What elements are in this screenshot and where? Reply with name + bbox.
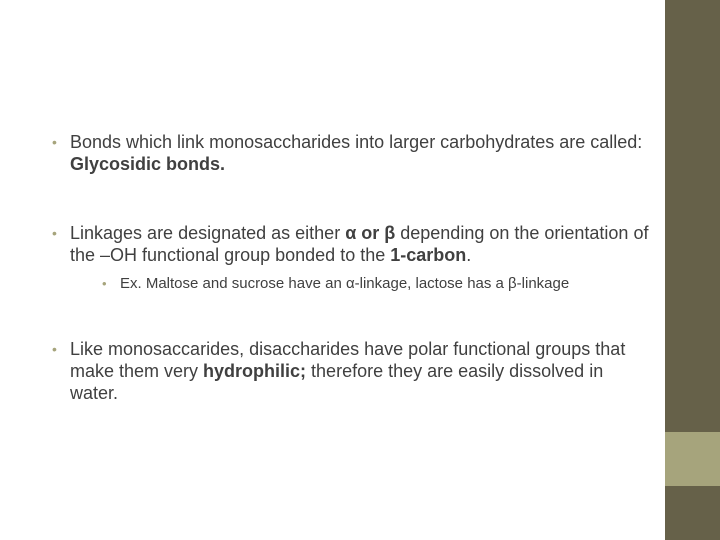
bold-term: Glycosidic bonds. — [70, 154, 226, 174]
bullet-linkages — [52, 222, 652, 266]
bold-term: hydrophilic; — [203, 361, 307, 381]
bold-term: α or β — [345, 223, 396, 243]
bullet-icon: • — [52, 341, 57, 357]
bullet-hydrophilic — [52, 338, 652, 404]
bullet-glycosidic-bonds — [52, 131, 652, 175]
bullet-icon: • — [52, 134, 57, 150]
sidebar-decoration-accent — [665, 432, 720, 486]
bullet-text: Like monosaccarides, disaccharides have polar functional groups that make them very — [70, 339, 626, 381]
bullet-text: Linkages are designated as either — [70, 223, 346, 243]
sub-bullet-text: Ex. Maltose and sucrose have an α-linkage, lactose has a β-linkage — [120, 275, 570, 292]
slide-content — [52, 131, 652, 404]
bullet-text: . — [466, 245, 472, 265]
bullet-icon: • — [52, 225, 57, 241]
bold-term: 1-carbon — [390, 245, 467, 265]
sidebar-decoration-bottom — [665, 486, 720, 540]
bullet-text: therefore they are easily dissolved in water. — [70, 361, 604, 403]
sidebar-decoration-top — [665, 0, 720, 432]
sub-bullet-example — [102, 274, 652, 294]
bullet-text: depending on the orientation of the –OH functional group bonded to the — [70, 223, 649, 265]
bullet-icon: • — [102, 276, 107, 291]
bullet-text: Bonds which link monosaccharides into larger carbohydrates are called: — [70, 132, 643, 152]
